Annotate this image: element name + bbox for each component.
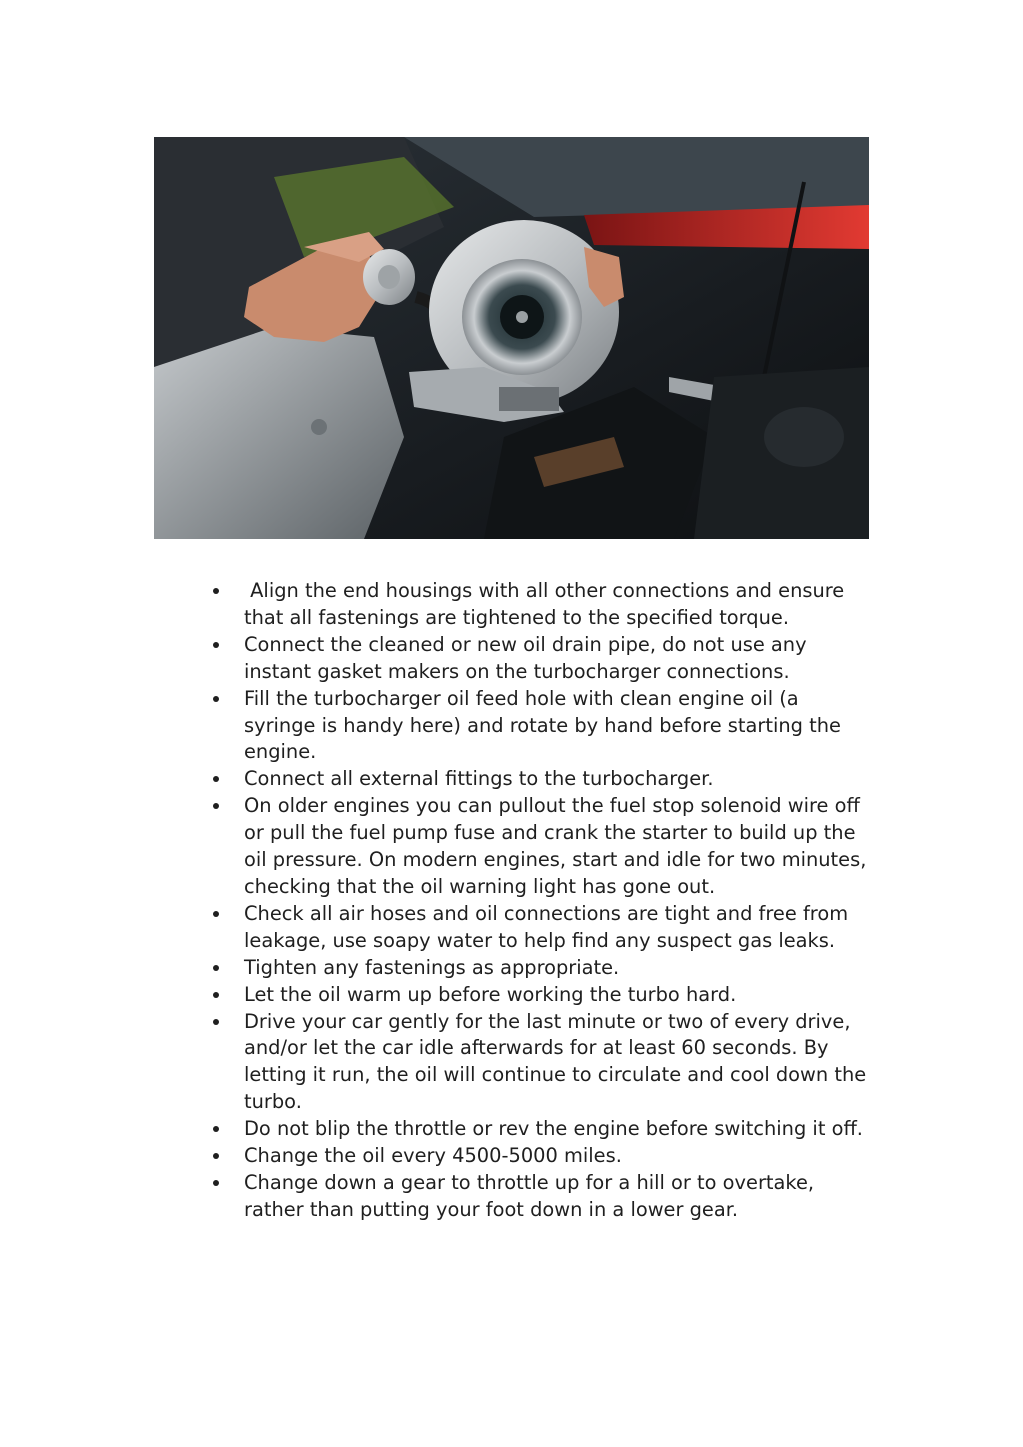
list-item-text: Let the oil warm up before working the turbo hard. bbox=[244, 982, 737, 1006]
list-item bbox=[212, 686, 872, 767]
bullet-icon bbox=[213, 965, 219, 971]
list-item-text: On older engines you can pullout the fuel stop solenoid wire off or pull the fuel pump fuse and crank the starter to build up the oil pressure. On modern engines, start and idle for two minutes, checking that the oil warning light has gone out. bbox=[244, 794, 873, 898]
list-item-text: Fill the turbocharger oil feed hole with clean engine oil (a syringe is handy here) and rotate by hand before starting the engine. bbox=[244, 686, 848, 764]
bullet-icon bbox=[213, 642, 219, 648]
installation-steps-list bbox=[212, 578, 872, 1224]
list-item-text: Change down a gear to throttle up for a hill or to overtake, rather than putting your foot down in a lower gear. bbox=[244, 1170, 821, 1221]
list-item bbox=[212, 1116, 872, 1143]
list-item bbox=[212, 982, 872, 1009]
list-item-text: Check all air hoses and oil connections are tight and free from leakage, use soapy water to help find any suspect gas leaks. bbox=[244, 901, 855, 952]
list-item bbox=[212, 1170, 872, 1224]
bullet-icon bbox=[213, 776, 219, 782]
bullet-icon bbox=[213, 1019, 219, 1025]
list-item-text: Drive your car gently for the last minute or two of every drive, and/or let the car idle afterwards for at least 60 seconds. By letting it run, the oil will continue to circulate and cool down the turbo. bbox=[244, 1009, 873, 1114]
list-item bbox=[212, 1009, 872, 1117]
bullet-icon bbox=[213, 696, 219, 702]
turbocharger-illustration bbox=[154, 137, 869, 539]
list-item-text: Do not blip the throttle or rev the engine before switching it off. bbox=[244, 1117, 863, 1141]
list-item bbox=[212, 1143, 872, 1170]
list-item bbox=[212, 955, 872, 982]
bullet-icon bbox=[213, 1153, 219, 1159]
bullet-icon bbox=[213, 1180, 219, 1186]
list-item bbox=[212, 632, 872, 686]
list-item-text: Connect the cleaned or new oil drain pipe, do not use any instant gasket makers on the turbocharger connections. bbox=[244, 632, 813, 683]
list-item bbox=[212, 578, 872, 632]
bullet-icon bbox=[213, 588, 219, 594]
bullet-icon bbox=[213, 911, 219, 917]
turbocharger-photo bbox=[154, 137, 869, 539]
list-item-text: Tighten any fastenings as appropriate. bbox=[244, 955, 620, 979]
bullet-icon bbox=[213, 1126, 219, 1132]
list-item bbox=[212, 901, 872, 955]
list-item-text: Change the oil every 4500-5000 miles. bbox=[244, 1144, 622, 1168]
list-item bbox=[212, 766, 872, 793]
list-item bbox=[212, 793, 872, 901]
bullet-icon bbox=[213, 992, 219, 998]
list-item-text: Align the end housings with all other connections and ensure that all fastenings are tightened to the specified torque. bbox=[244, 579, 851, 629]
bullet-icon bbox=[213, 803, 219, 809]
list-item-text: Connect all external fittings to the turbocharger. bbox=[244, 767, 714, 791]
